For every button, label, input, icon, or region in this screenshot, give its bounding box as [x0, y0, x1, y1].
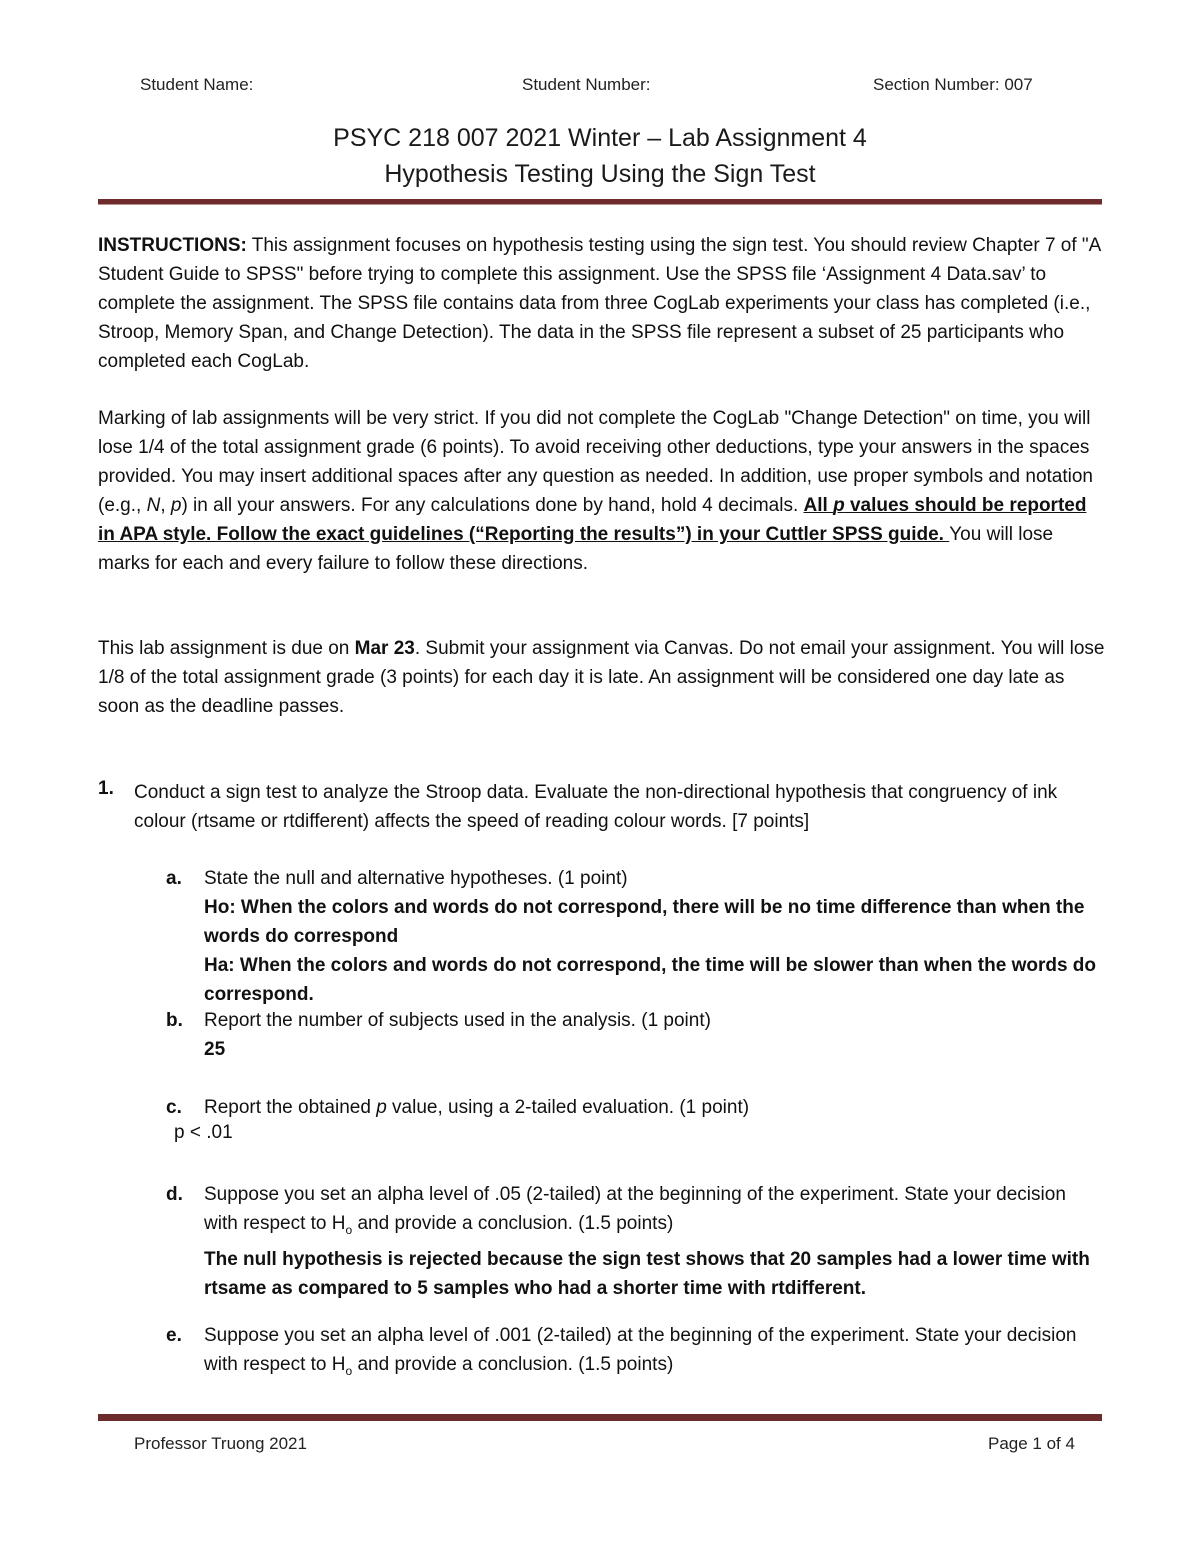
- bottom-divider: [98, 1414, 1102, 1421]
- question-1a-prompt: State the null and alternative hypotheses. (1 point): [204, 868, 628, 889]
- marking-text-a: Marking of lab assignments will be very strict. If you did not complete the CogLab "Change Detection" on time, you will lose 1/4 of the total assignment grade (6 points). To avoid receiving other deductions, type your answers in the spaces provided. You may insert additional spaces after any question as needed. In addition, use proper symbols and notation (e.g.,: [98, 408, 1093, 516]
- question-1c-prompt-b: value, using a 2-tailed evaluation. (1 point): [386, 1097, 750, 1118]
- marking-comma: ,: [160, 495, 171, 516]
- instructions-paragraph: [98, 231, 1108, 376]
- question-1b-body: [204, 1006, 1104, 1064]
- p-symbol: p: [170, 495, 182, 516]
- subjects-count-answer: 25: [204, 1039, 226, 1060]
- instructions-label: INSTRUCTIONS:: [98, 235, 247, 256]
- decision-answer: The null hypothesis is rejected because the sign test shows that 20 samples had a lower time with rtsame as compared to 5 samples who had a shorter time with rtdifferent.: [204, 1248, 1090, 1299]
- apa-text-a: All: [803, 495, 834, 516]
- question-1c-p-symbol: p: [376, 1097, 387, 1118]
- question-1d-body: [204, 1180, 1104, 1303]
- marking-text-b: ) in all your answers. For any calculations done by hand, hold 4 decimals.: [181, 495, 804, 516]
- question-1c-letter: c.: [166, 1097, 182, 1118]
- question-1d-prompt: [204, 1180, 1104, 1245]
- question-1e-subscript: o: [345, 1363, 353, 1378]
- question-1-text: Conduct a sign test to analyze the Stroop data. Evaluate the non-directional hypothesis that congruency of ink colour (rtsame or rtdifferent) affects the speed of reading colour words. [7 points]: [134, 782, 1058, 832]
- marking-text-c: You will lose marks for each and every failure to follow these directions.: [98, 524, 1054, 574]
- question-1b-prompt: Report the number of subjects used in the analysis. (1 point): [204, 1010, 711, 1031]
- due-date: Mar 23: [354, 638, 415, 659]
- question-1e-prompt: [204, 1321, 1104, 1386]
- question-1-number: 1.: [98, 778, 114, 799]
- question-1d-prompt-a: Suppose you set an alpha level of .05 (2-tailed) at the beginning of the experiment. State your decision with respect to H: [204, 1184, 1066, 1234]
- question-1a-body: [204, 864, 1104, 1009]
- question-1e-prompt-a: Suppose you set an alpha level of .001 (2-tailed) at the beginning of the experiment. State your decision with respect to H: [204, 1325, 1077, 1375]
- apa-p-symbol: p: [833, 495, 845, 516]
- alternative-hypothesis-answer: Ha: When the colors and words do not correspond, the time will be slower than when the words do correspond.: [204, 955, 1097, 1005]
- page-title: PSYC 218 007 2021 Winter – Lab Assignment 4: [333, 124, 867, 152]
- due-paragraph: [98, 634, 1108, 721]
- page-number: Page 1 of 4: [988, 1434, 1075, 1453]
- section-number-label: Section Number: 007: [873, 75, 1033, 94]
- student-name-label: Student Name:: [140, 75, 254, 94]
- top-divider: [98, 199, 1102, 205]
- n-symbol: N: [146, 495, 161, 516]
- question-1d-letter: d.: [166, 1184, 183, 1205]
- null-hypothesis-answer: Ho: When the colors and words do not correspond, there will be no time difference than when the words do correspond: [204, 897, 1085, 947]
- p-value-answer: p < .01: [174, 1122, 233, 1143]
- due-text-b: . Submit your assignment via Canvas. Do not email your assignment. You will lose 1/8 of the total assignment grade (3 points) for each day it is late. An assignment will be considered one day late as soon as the deadline passes.: [98, 638, 1105, 717]
- footer-author: Professor Truong 2021: [134, 1434, 307, 1453]
- question-1e-prompt-b: and provide a conclusion. (1.5 points): [352, 1354, 674, 1375]
- student-number-label: Student Number:: [522, 75, 651, 94]
- due-text-a: This lab assignment is due on: [98, 638, 355, 659]
- instructions-text: This assignment focuses on hypothesis testing using the sign test. You should review Chapter 7 of "A Student Guide to SPSS" before trying to complete this assignment. Use the SPSS file ‘Assignment 4 Data.sav’ to complete the assignment. The SPSS file contains data from three CogLab experiments your class has completed (i.e., Stroop, Memory Span, and Change Detection). The data in the SPSS file represent a subset of 25 participants who completed each CogLab.: [98, 235, 1101, 372]
- apa-text-b: values should be reported in APA style. Follow the exact guidelines (“Reporting the results”) in your Cuttler SPSS guide.: [98, 495, 1087, 545]
- question-1d-subscript: o: [345, 1222, 353, 1237]
- question-1c-prompt-a: Report the obtained: [204, 1097, 377, 1118]
- question-1c-prompt: [204, 1093, 1104, 1122]
- page-subtitle: Hypothesis Testing Using the Sign Test: [384, 160, 816, 188]
- question-1b-letter: b.: [166, 1010, 183, 1031]
- question-1d-prompt-b: and provide a conclusion. (1.5 points): [352, 1213, 674, 1234]
- question-1e-letter: e.: [166, 1325, 182, 1346]
- marking-paragraph: [98, 404, 1108, 578]
- question-1a-letter: a.: [166, 868, 182, 889]
